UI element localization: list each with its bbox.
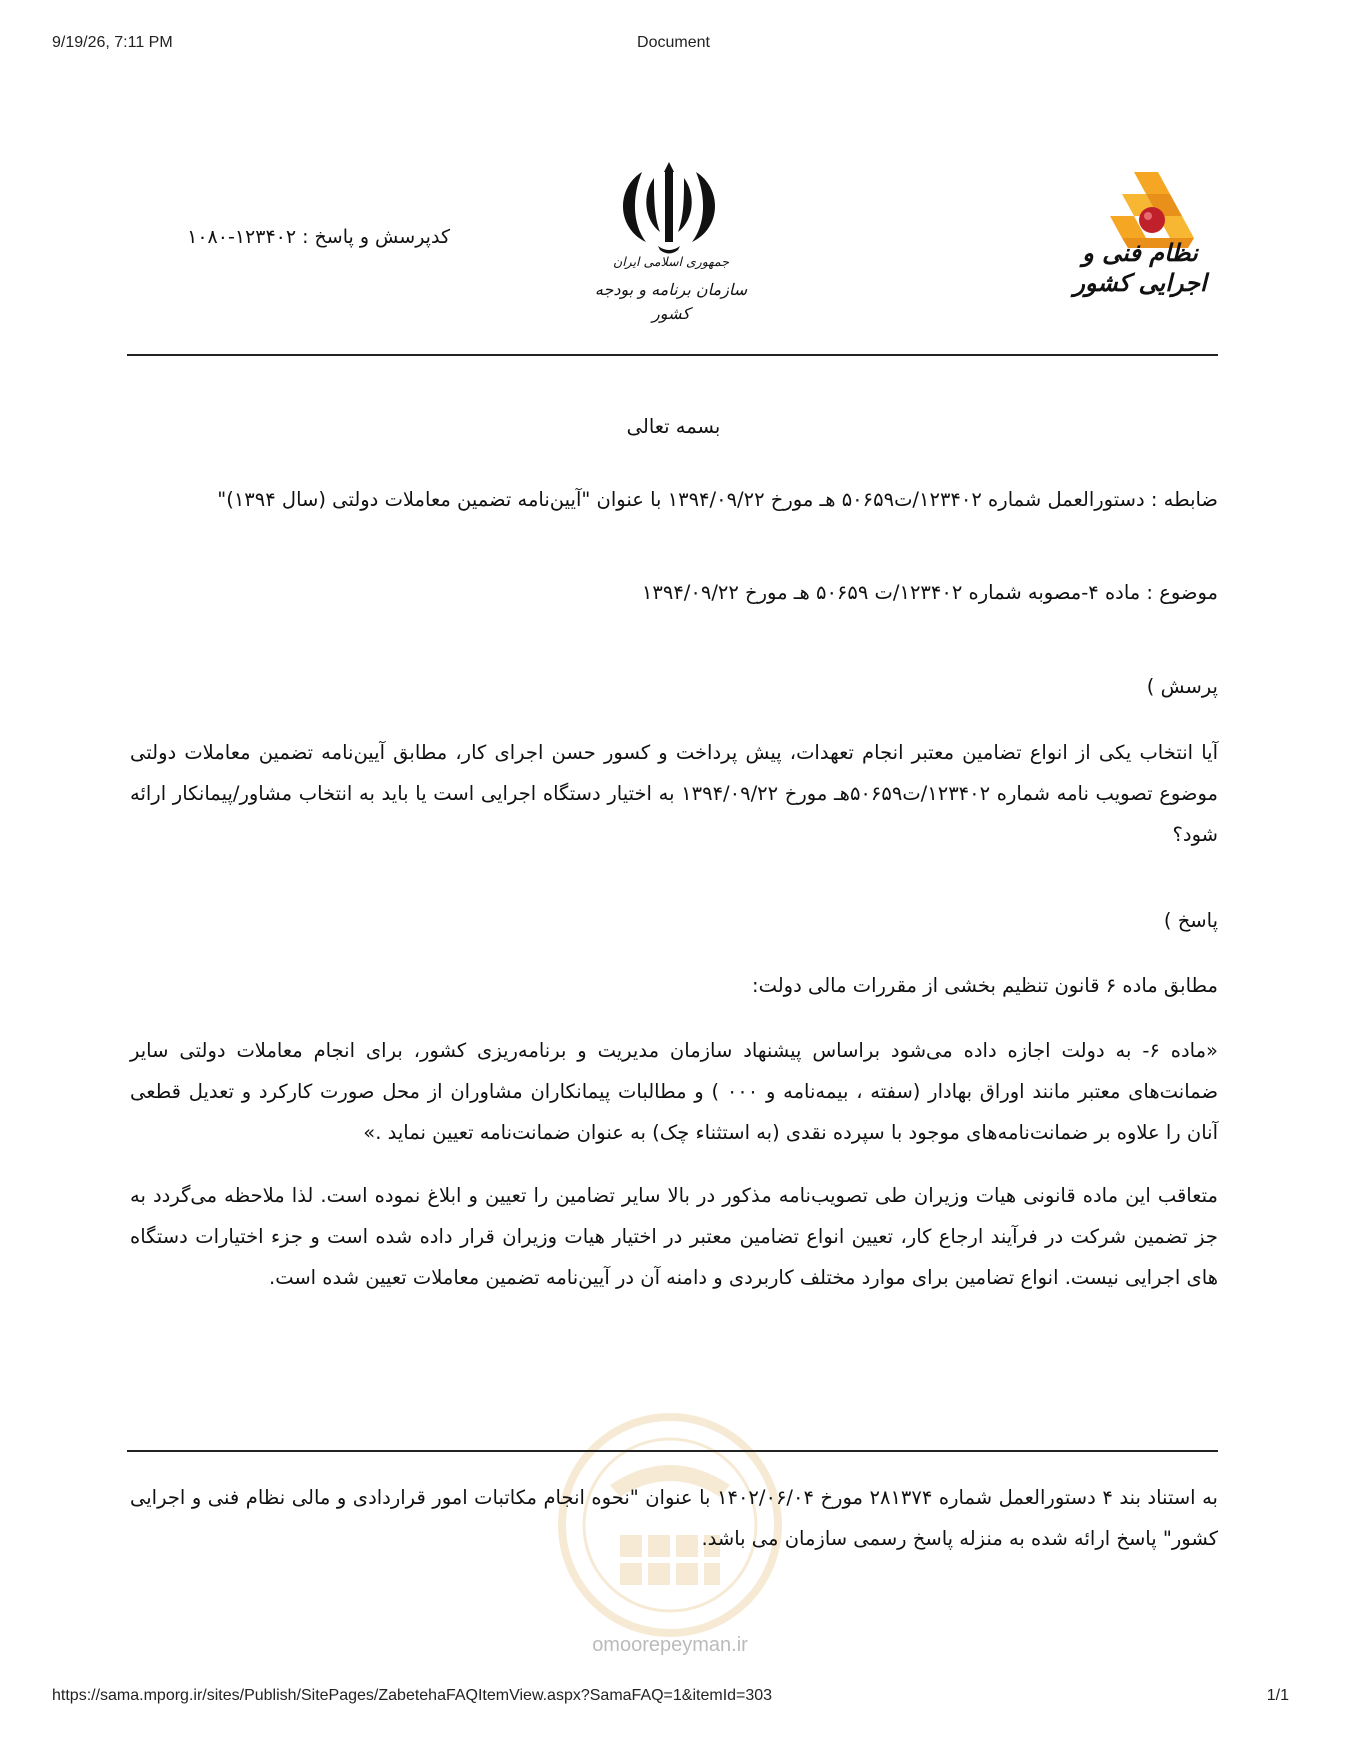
nezam-fanni-logo-text: نظام فنی و اجرایی کشور (1073, 238, 1207, 297)
subject-line: موضوع : ماده ۴-مصوبه شماره ۱۲۳۴۰۲/ت ۵۰۶۵۹ هـ مورخ ۱۳۹۴/۰۹/۲۲ (641, 581, 1218, 604)
print-timestamp: 9/19/26, 7:11 PM (52, 34, 173, 51)
footer-note: به استناد بند ۴ دستورالعمل شماره ۲۸۱۳۷۴ مورخ ۱۴۰۲/۰۶/۰۴ با عنوان "نحوه انجام مکاتبات امور قراردادی و مالی نظام فنی و اجرایی کشور" پاسخ ارائه شده به منزله پاسخ رسمی سازمان می باشد. (130, 1486, 1218, 1550)
page-number: 1/1 (1266, 1687, 1289, 1704)
qa-code: کدپرسش و پاسخ : ۱۲۳۴۰۲-۱۰۸۰ (187, 226, 450, 248)
answer-heading: پاسخ ) (1163, 909, 1218, 932)
question-text: آیا انتخاب یکی از انواع تضامین معتبر انجام تعهدات، پیش پرداخت و کسور حسن اجرای کار، مطابق آیین‌نامه تضمین معاملات دولتی موضوع تصویب نامه شماره ۱۲۳۴۰۲/ت۵۰۶۵۹هـ مورخ ۱۳۹۴/۰۹/۲۲ به اختیار دستگاه اجرایی است یا باید به انتخاب مشاور/پیمانکار ارائه شود؟ (130, 741, 1218, 846)
question-heading: پرسش ) (1146, 675, 1218, 698)
emblem-line-2: سازمان برنامه و بودجه کشور (594, 280, 748, 323)
header-divider (127, 354, 1218, 356)
page-url: https://sama.mporg.ir/sites/Publish/SitePages/ZabetehaFAQItemView.aspx?SamaFAQ=1&itemId=303 (52, 1687, 773, 1704)
answer-body: متعاقب این ماده قانونی هیات وزیران طی تصویب‌نامه مذکور در بالا سایر تضامین را تعیین و ابلاغ نموده است. لذا ملاحظه می‌گردد به جز تضمین شرکت در فرآیند ارجاع کار، تعیین انواع تضامین معتبر در اختیار هیات وزیران قرار داده شده است و جزء اختیارات دستگاه های اجرایی نیست. انواع تضامین برای موارد مختلف کاربردی و دامنه آن در آیین‌نامه تضمین معاملات تعیین شده است. (130, 1184, 1218, 1289)
basmala: بسمه تعالی (626, 415, 721, 438)
watermark-text: omoorepeyman.ir (592, 1634, 748, 1656)
document-title: Document (637, 34, 710, 51)
answer-quote: «ماده ۶- به دولت اجازه داده می‌شود براساس پیشنهاد سازمان مدیریت و برنامه‌ریزی کشور، برای انجام معاملات دولتی سایر ضمانت‌های معتبر مانند اوراق بهادار (سفته ، بیمه‌نامه و ۰۰۰ ) و مطالبات پیمانکاران مشاوران از محل صورت کارکرد و تعدیل قطعی آنان را علاوه بر ضمانت‌نامه‌های موجود با سپرده نقدی (به استثناء چک) به عنوان ضمانت‌نامه تعیین نماید .» (130, 1039, 1218, 1144)
footer-divider (127, 1450, 1218, 1452)
regulation-line: ضابطه : دستورالعمل شماره ۱۲۳۴۰۲/ت۵۰۶۵۹ هـ مورخ ۱۳۹۴/۰۹/۲۲ با عنوان "آیین‌نامه تضمین معاملات دولتی (سال ۱۳۹۴)" (217, 488, 1218, 511)
emblem-line-1: جمهوری اسلامی ایران (613, 254, 729, 269)
iran-emblem-icon (602, 158, 736, 258)
answer-intro: مطابق ماده ۶ قانون تنظیم بخشی از مقررات مالی دولت: (752, 974, 1218, 997)
